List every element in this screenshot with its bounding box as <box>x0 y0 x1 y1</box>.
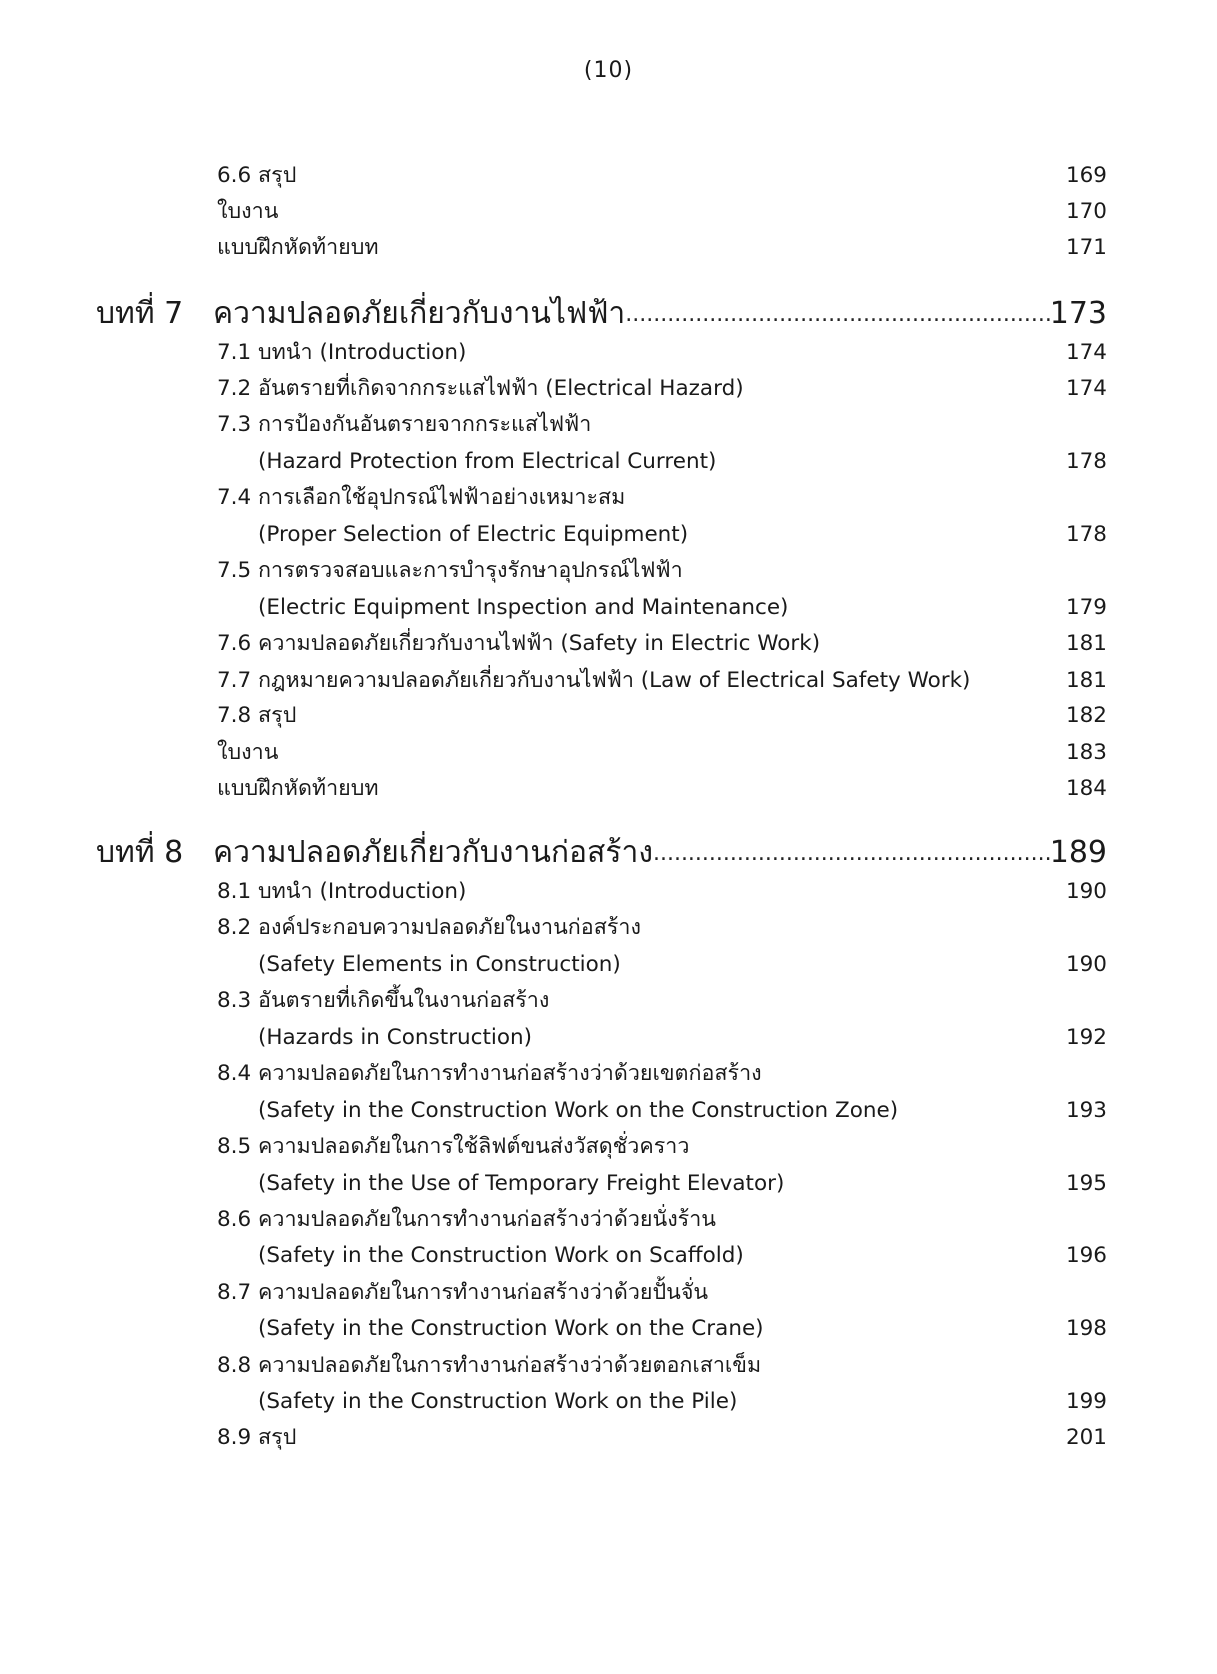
toc-entry-page: 195 <box>1065 1170 1107 1196</box>
toc-entry-8-5[interactable] <box>217 1128 1107 1164</box>
toc-entry-text: (Safety in the Construction Work on the Pile) <box>258 1388 738 1414</box>
toc-entry-8-5-en[interactable] <box>258 1165 1107 1201</box>
toc-entry-page: 178 <box>1065 521 1107 547</box>
toc-entry-text: 7.2 อันตรายที่เกิดจากกระแสไฟฟ้า (Electrical Hazard) <box>217 376 744 401</box>
toc-entry-text: 7.1 บทนำ (Introduction) <box>217 340 467 365</box>
toc-entry-page: 190 <box>1065 951 1107 977</box>
toc-entry-7-8[interactable] <box>217 697 1107 733</box>
toc-entry-8-8[interactable] <box>217 1347 1107 1383</box>
toc-entry-exercise-6[interactable] <box>217 229 1107 265</box>
toc-entry-text: 7.8 สรุป <box>217 703 297 728</box>
toc-entry-page: 171 <box>1065 234 1107 260</box>
toc-entry-text: 7.5 การตรวจสอบและการบำรุงรักษาอุปกรณ์ไฟฟ้า <box>217 558 683 583</box>
toc-entry-8-4[interactable] <box>217 1055 1107 1091</box>
toc-entry-8-4-en[interactable] <box>258 1092 1107 1128</box>
toc-entry-text: แบบฝึกหัดท้ายบท <box>217 776 379 801</box>
toc-entry-7-6[interactable] <box>217 625 1107 661</box>
toc-entry-text: 8.7 ความปลอดภัยในการทำงานก่อสร้างว่าด้วยปั้นจั่น <box>217 1280 709 1305</box>
toc-entry-text: 6.6 สรุป <box>217 163 297 188</box>
chapter-page: 189 <box>1049 834 1107 870</box>
toc-entry-text: 8.2 องค์ประกอบความปลอดภัยในงานก่อสร้าง <box>217 915 641 940</box>
toc-entry-page: 183 <box>1065 739 1107 765</box>
toc-entry-page: 174 <box>1065 375 1107 401</box>
toc-entry-text: (Hazard Protection from Electrical Current) <box>258 448 717 474</box>
toc-entry-7-3-en[interactable] <box>258 443 1107 479</box>
toc-entry-page: 193 <box>1065 1097 1107 1123</box>
chapter-8-heading[interactable] <box>96 830 1107 874</box>
toc-entry-text: 8.9 สรุป <box>217 1425 297 1450</box>
toc-entry-8-1[interactable] <box>217 873 1107 909</box>
toc-entry-6-6[interactable] <box>217 157 1107 193</box>
chapter-title: ความปลอดภัยเกี่ยวกับงานไฟฟ้า <box>213 295 626 331</box>
toc-entry-text: 8.5 ความปลอดภัยในการใช้ลิฟต์ขนส่งวัสดุชั่วคราว <box>217 1134 690 1159</box>
toc-entry-text: แบบฝึกหัดท้ายบท <box>217 235 379 260</box>
toc-entry-page: 178 <box>1065 448 1107 474</box>
chapter-title: ความปลอดภัยเกี่ยวกับงานก่อสร้าง <box>213 834 653 870</box>
toc-entry-8-6-en[interactable] <box>258 1237 1107 1273</box>
toc-entry-text: ใบงาน <box>217 199 279 224</box>
toc-entry-text: 7.4 การเลือกใช้อุปกรณ์ไฟฟ้าอย่างเหมาะสม <box>217 485 626 510</box>
toc-entry-7-3[interactable] <box>217 406 1107 442</box>
toc-entry-8-2[interactable] <box>217 909 1107 945</box>
toc-entry-8-2-en[interactable] <box>258 946 1107 982</box>
toc-entry-8-6[interactable] <box>217 1201 1107 1237</box>
toc-entry-page: 199 <box>1065 1388 1107 1414</box>
toc-entry-7-5-en[interactable] <box>258 589 1107 625</box>
toc-entry-7-4-en[interactable] <box>258 516 1107 552</box>
toc-entry-8-7-en[interactable] <box>258 1310 1107 1346</box>
chapter-7-heading[interactable] <box>96 291 1107 335</box>
toc-entry-page: 182 <box>1065 702 1107 728</box>
toc-entry-page: 179 <box>1065 594 1107 620</box>
toc-entry-page: 170 <box>1065 198 1107 224</box>
toc-entry-text: 7.6 ความปลอดภัยเกี่ยวกับงานไฟฟ้า (Safety in Electric Work) <box>217 631 821 656</box>
dot-leader <box>653 841 1050 874</box>
toc-entry-text: (Electric Equipment Inspection and Maintenance) <box>258 594 789 620</box>
toc-entry-7-5[interactable] <box>217 552 1107 588</box>
toc-entry-text: (Proper Selection of Electric Equipment) <box>258 521 689 547</box>
toc-entry-text: 8.6 ความปลอดภัยในการทำงานก่อสร้างว่าด้วยนั่งร้าน <box>217 1207 717 1232</box>
chapter-label: บทที่ 7 <box>96 295 184 331</box>
toc-entry-7-1[interactable] <box>217 334 1107 370</box>
toc-entry-text: (Safety in the Construction Work on Scaffold) <box>258 1242 744 1268</box>
toc-entry-worksheet-6[interactable] <box>217 193 1107 229</box>
dot-leader <box>625 302 1049 335</box>
toc-entry-page: 190 <box>1065 878 1107 904</box>
toc-entry-8-3-en[interactable] <box>258 1019 1107 1055</box>
toc-entry-text: (Safety in the Use of Temporary Freight Elevator) <box>258 1170 785 1196</box>
toc-entry-exercise-7[interactable] <box>217 770 1107 806</box>
toc-entry-page: 192 <box>1065 1024 1107 1050</box>
page-number: (10) <box>583 58 634 83</box>
toc-entry-7-2[interactable] <box>217 370 1107 406</box>
toc-entry-8-3[interactable] <box>217 982 1107 1018</box>
toc-entry-8-9[interactable] <box>217 1419 1107 1455</box>
toc-entry-text: 8.1 บทนำ (Introduction) <box>217 879 467 904</box>
chapter-label: บทที่ 8 <box>96 834 184 870</box>
toc-entry-text: (Safety in the Construction Work on the Construction Zone) <box>258 1097 899 1123</box>
chapter-page: 173 <box>1049 295 1107 331</box>
toc-entry-page: 181 <box>1065 667 1107 693</box>
toc-entry-7-7[interactable] <box>217 662 1107 698</box>
toc-entry-text: (Hazards in Construction) <box>258 1024 533 1050</box>
toc-entry-worksheet-7[interactable] <box>217 734 1107 770</box>
toc-entry-text: ใบงาน <box>217 740 279 765</box>
toc-entry-7-4[interactable] <box>217 479 1107 515</box>
toc-entry-page: 196 <box>1065 1242 1107 1268</box>
toc-entry-text: 8.8 ความปลอดภัยในการทำงานก่อสร้างว่าด้วยตอกเสาเข็ม <box>217 1353 762 1378</box>
toc-entry-8-7[interactable] <box>217 1274 1107 1310</box>
toc-entry-8-8-en[interactable] <box>258 1383 1107 1419</box>
toc-entry-text: 7.7 กฎหมายความปลอดภัยเกี่ยวกับงานไฟฟ้า (Law of Electrical Safety Work) <box>217 668 971 693</box>
toc-entry-page: 198 <box>1065 1315 1107 1341</box>
toc-entry-text: 8.4 ความปลอดภัยในการทำงานก่อสร้างว่าด้วยเขตก่อสร้าง <box>217 1061 762 1086</box>
toc-entry-page: 174 <box>1065 339 1107 365</box>
toc-entry-text: 7.3 การป้องกันอันตรายจากกระแสไฟฟ้า <box>217 412 592 437</box>
toc-entry-page: 181 <box>1065 630 1107 656</box>
toc-entry-text: (Safety in the Construction Work on the Crane) <box>258 1315 764 1341</box>
toc-entry-page: 201 <box>1065 1424 1107 1450</box>
toc-entry-text: 8.3 อันตรายที่เกิดขึ้นในงานก่อสร้าง <box>217 988 550 1013</box>
toc-entry-page: 184 <box>1065 775 1107 801</box>
toc-entry-page: 169 <box>1065 162 1107 188</box>
toc-entry-text: (Safety Elements in Construction) <box>258 951 621 977</box>
